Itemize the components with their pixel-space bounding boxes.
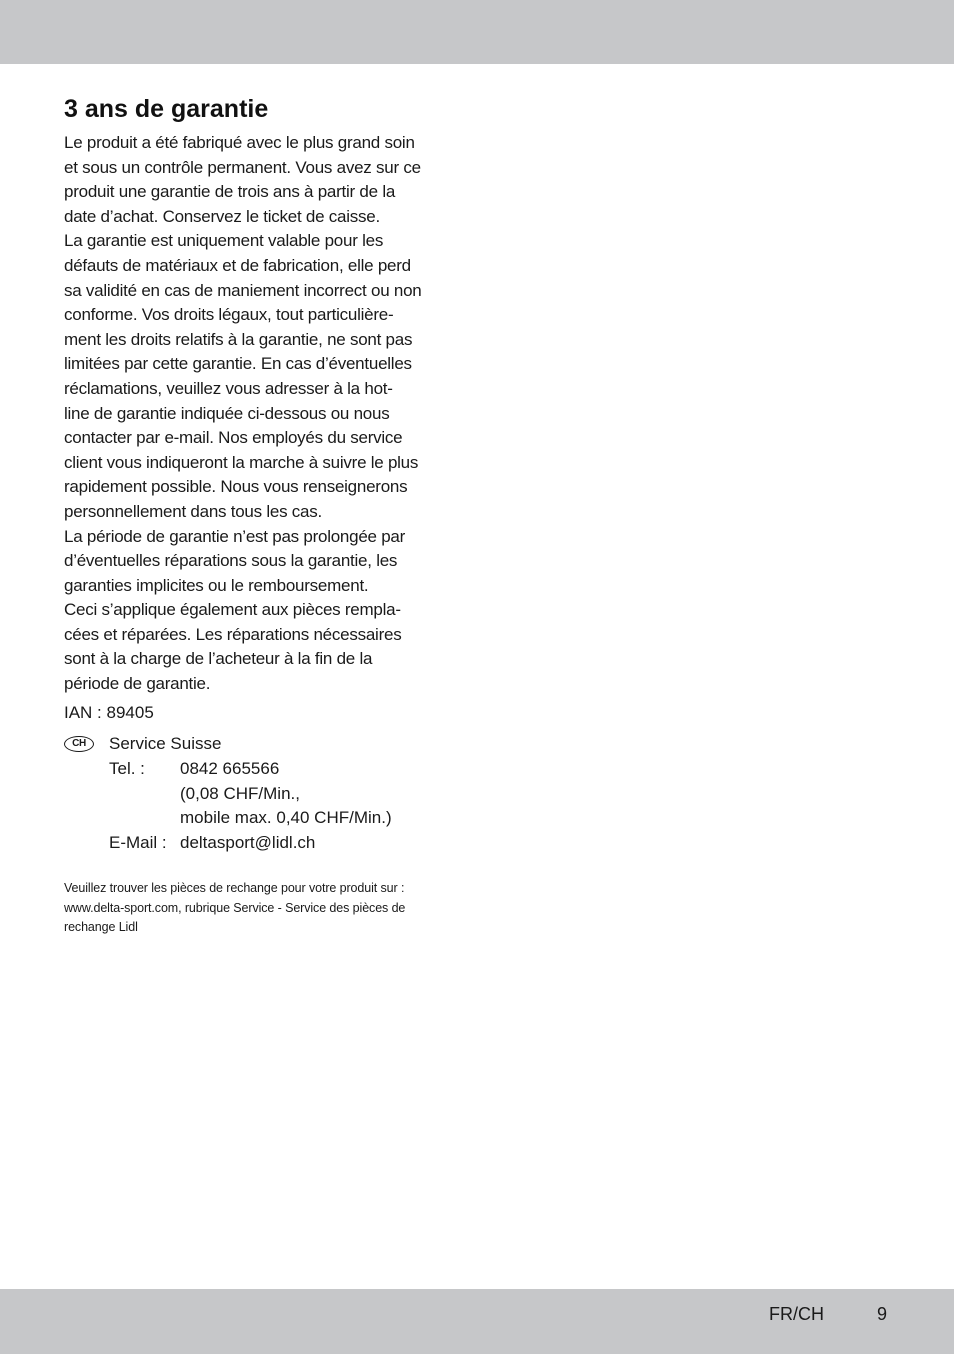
page-title: 3 ans de garantie — [64, 95, 269, 123]
tel-label: Tel. : — [109, 759, 145, 778]
paragraph-line: La période de garantie n’est pas prolongée par — [64, 526, 406, 546]
tel-number: 0842 665566 — [180, 759, 280, 778]
spare-parts-note — [64, 879, 459, 938]
paragraph-line: d’éventuelles réparations sous la garantie, les — [64, 551, 398, 571]
page-number: 9 — [877, 1304, 888, 1324]
header-band — [0, 0, 954, 64]
service-name: Service Suisse — [109, 734, 222, 753]
warranty-paragraph — [64, 131, 464, 697]
paragraph-line: La garantie est uniquement valable pour les — [64, 231, 384, 251]
paragraph-line: et sous un contrôle permanent. Vous avez sur ce — [64, 157, 421, 177]
paragraph-line: personnellement dans tous les cas. — [64, 501, 322, 521]
paragraph-line: sont à la charge de l’acheteur à la fin de la — [64, 649, 373, 669]
paragraph-line: rapidement possible. Nous vous renseignerons — [64, 477, 408, 497]
paragraph-line: conforme. Vos droits légaux, tout particulière- — [64, 305, 394, 325]
tel-rate-line: mobile max. 0,40 CHF/Min.) — [180, 808, 392, 827]
ian-number: IAN : 89405 — [64, 703, 154, 722]
tel-rate-line: (0,08 CHF/Min., — [180, 784, 300, 803]
paragraph-line: cées et réparées. Les réparations nécessaires — [64, 624, 402, 644]
service-email: deltasport@lidl.ch — [180, 833, 316, 852]
paragraph-line: défauts de matériaux et de fabrication, elle perd — [64, 255, 411, 275]
footer-language: FR/CH — [769, 1304, 824, 1324]
email-label: E-Mail : — [109, 833, 167, 852]
paragraph-line: line de garantie indiquée ci-dessous ou nous — [64, 403, 390, 423]
swiss-country-badge-icon: CH — [64, 736, 94, 752]
paragraph-line: Le produit a été fabriqué avec le plus grand soin — [64, 133, 415, 152]
paragraph-line: limitées par cette garantie. En cas d’éventuelles — [64, 354, 412, 374]
note-line: www.delta-sport.com, rubrique Service - Service des pièces de — [64, 900, 406, 915]
paragraph-line: période de garantie. — [64, 674, 211, 694]
paragraph-line: client vous indiqueront la marche à suivre le plus — [64, 452, 419, 472]
note-line: rechange Lidl — [64, 920, 138, 934]
note-line: Veuillez trouver les pièces de rechange pour votre produit sur : — [64, 881, 405, 895]
paragraph-line: date d’achat. Conservez le ticket de caisse. — [64, 206, 380, 226]
paragraph-line: Ceci s’applique également aux pièces rempla- — [64, 600, 401, 620]
paragraph-line: produit une garantie de trois ans à partir de la — [64, 182, 396, 202]
paragraph-line: garanties implicites ou le remboursement. — [64, 575, 369, 595]
paragraph-line: sa validité en cas de maniement incorrect ou non — [64, 280, 422, 300]
paragraph-line: ment les droits relatifs à la garantie, ne sont pas — [64, 329, 413, 349]
paragraph-line: contacter par e-mail. Nos employés du service — [64, 428, 403, 448]
paragraph-line: réclamations, veuillez vous adresser à la hot- — [64, 378, 393, 398]
